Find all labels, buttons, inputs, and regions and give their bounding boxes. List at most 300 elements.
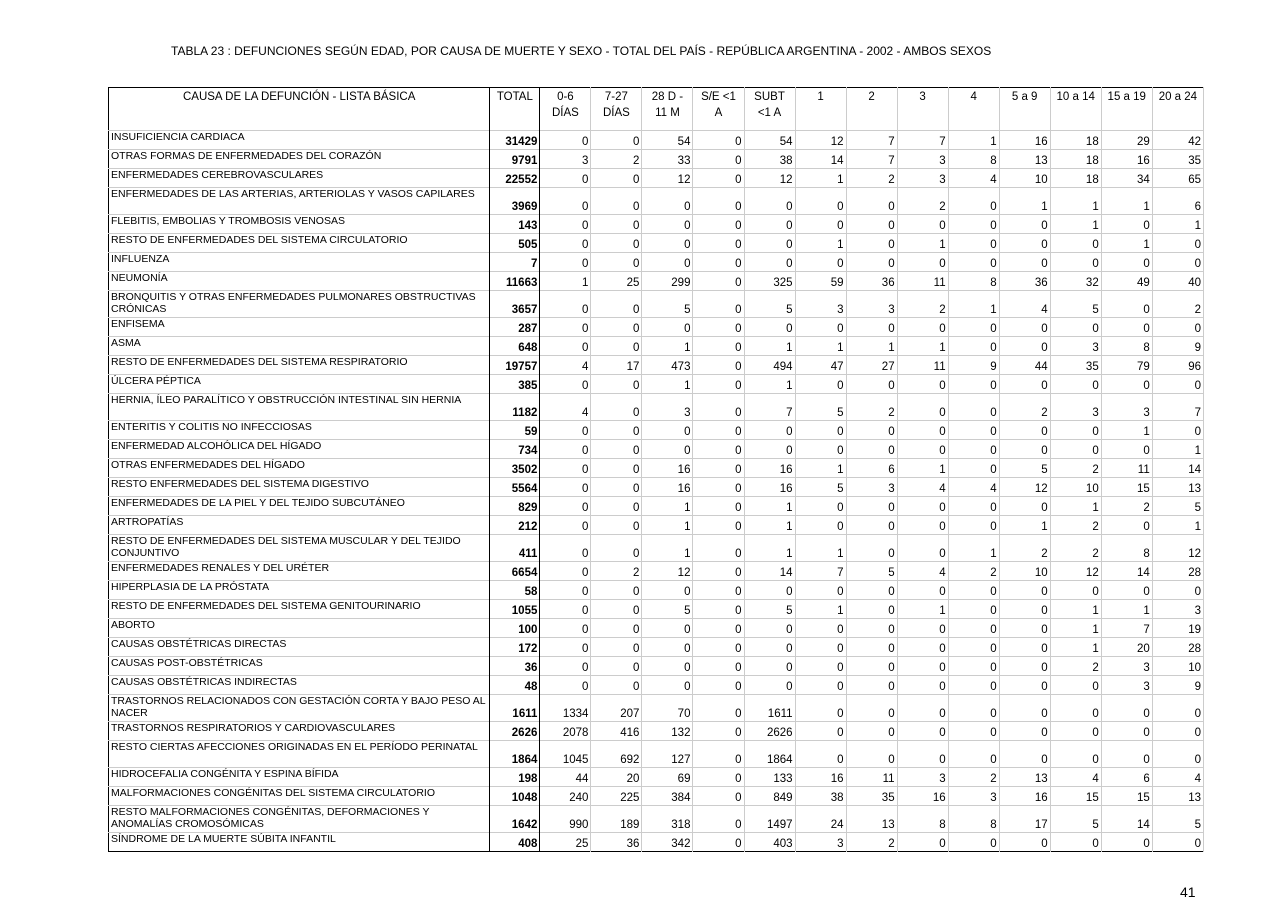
value-cell: 0 bbox=[1101, 375, 1152, 394]
value-cell: 2 bbox=[591, 150, 642, 169]
value-cell: 0 bbox=[591, 169, 642, 188]
value-cell: 0 bbox=[693, 478, 744, 497]
value-cell: 8 bbox=[948, 272, 999, 291]
value-cell: 12 bbox=[1152, 535, 1203, 562]
header-line: SUBT bbox=[754, 91, 785, 103]
value-cell: 1 bbox=[1050, 188, 1101, 215]
cause-cell: TRASTORNOS RELACIONADOS CON GESTACIÓN CORTA Y BAJO PESO AL NACER bbox=[109, 695, 490, 722]
value-cell: 5 bbox=[999, 459, 1050, 478]
value-cell: 2 bbox=[948, 768, 999, 787]
value-cell: 38 bbox=[795, 787, 846, 806]
table-row bbox=[109, 459, 1204, 478]
table-row bbox=[109, 741, 1204, 768]
value-cell: 4 bbox=[948, 478, 999, 497]
table-row bbox=[109, 657, 1204, 676]
header-line: 10 a 14 bbox=[1056, 91, 1095, 103]
value-cell: 0 bbox=[540, 638, 591, 657]
value-cell: 0 bbox=[948, 516, 999, 535]
value-cell: 3 bbox=[1050, 394, 1101, 421]
value-cell: 7 bbox=[1101, 619, 1152, 638]
value-cell: 0 bbox=[999, 234, 1050, 253]
value-cell: 0 bbox=[999, 638, 1050, 657]
value-cell: 0 bbox=[540, 676, 591, 695]
value-cell: 18 bbox=[1050, 169, 1101, 188]
total-cell: 36 bbox=[490, 657, 540, 676]
value-cell: 0 bbox=[744, 619, 795, 638]
value-cell: 990 bbox=[540, 806, 591, 833]
header-line: 2 bbox=[868, 91, 875, 103]
value-cell: 14 bbox=[1152, 459, 1203, 478]
value-cell: 7 bbox=[846, 131, 897, 150]
value-cell: 0 bbox=[846, 440, 897, 459]
value-cell: 1 bbox=[897, 600, 948, 619]
value-cell: 0 bbox=[540, 234, 591, 253]
value-cell: 16 bbox=[744, 478, 795, 497]
header-age-2 bbox=[540, 88, 591, 131]
value-cell: 0 bbox=[642, 188, 693, 215]
total-cell: 1055 bbox=[490, 600, 540, 619]
value-cell: 0 bbox=[744, 318, 795, 337]
value-cell: 0 bbox=[1050, 421, 1101, 440]
value-cell: 5 bbox=[1152, 497, 1203, 516]
value-cell: 2 bbox=[897, 291, 948, 318]
table-row bbox=[109, 188, 1204, 215]
table-row bbox=[109, 562, 1204, 581]
value-cell: 0 bbox=[1101, 253, 1152, 272]
total-cell: 1642 bbox=[490, 806, 540, 833]
value-cell: 0 bbox=[846, 234, 897, 253]
value-cell: 0 bbox=[999, 253, 1050, 272]
value-cell: 0 bbox=[795, 440, 846, 459]
value-cell: 0 bbox=[1101, 440, 1152, 459]
value-cell: 692 bbox=[591, 741, 642, 768]
value-cell: 325 bbox=[744, 272, 795, 291]
value-cell: 5 bbox=[744, 600, 795, 619]
value-cell: 0 bbox=[591, 459, 642, 478]
value-cell: 2 bbox=[948, 562, 999, 581]
value-cell: 10 bbox=[999, 169, 1050, 188]
total-cell: 1048 bbox=[490, 787, 540, 806]
value-cell: 2 bbox=[897, 188, 948, 215]
value-cell: 0 bbox=[897, 676, 948, 695]
value-cell: 1 bbox=[999, 516, 1050, 535]
value-cell: 0 bbox=[693, 695, 744, 722]
table-row bbox=[109, 169, 1204, 188]
value-cell: 0 bbox=[1050, 695, 1101, 722]
value-cell: 69 bbox=[642, 768, 693, 787]
value-cell: 11 bbox=[897, 272, 948, 291]
value-cell: 0 bbox=[693, 375, 744, 394]
value-cell: 0 bbox=[999, 676, 1050, 695]
cause-cell: ENFERMEDADES CEREBROVASCULARES bbox=[109, 169, 490, 188]
value-cell: 4 bbox=[897, 562, 948, 581]
value-cell: 0 bbox=[795, 188, 846, 215]
value-cell: 6 bbox=[1152, 188, 1203, 215]
value-cell: 1 bbox=[1050, 638, 1101, 657]
value-cell: 0 bbox=[1101, 215, 1152, 234]
value-cell: 0 bbox=[999, 833, 1050, 852]
cause-cell: ENFERMEDAD ALCOHÓLICA DEL HÍGADO bbox=[109, 440, 490, 459]
value-cell: 2 bbox=[1101, 497, 1152, 516]
value-cell: 0 bbox=[693, 131, 744, 150]
value-cell: 14 bbox=[795, 150, 846, 169]
value-cell: 0 bbox=[693, 722, 744, 741]
table-row bbox=[109, 497, 1204, 516]
value-cell: 1 bbox=[897, 234, 948, 253]
value-cell: 36 bbox=[999, 272, 1050, 291]
value-cell: 7 bbox=[1152, 394, 1203, 421]
value-cell: 16 bbox=[1101, 150, 1152, 169]
value-cell: 0 bbox=[642, 638, 693, 657]
value-cell: 18 bbox=[1050, 131, 1101, 150]
value-cell: 3 bbox=[897, 169, 948, 188]
value-cell: 54 bbox=[744, 131, 795, 150]
header-cause bbox=[109, 88, 490, 131]
table-row bbox=[109, 234, 1204, 253]
total-cell: 172 bbox=[490, 638, 540, 657]
value-cell: 1334 bbox=[540, 695, 591, 722]
total-cell: 58 bbox=[490, 581, 540, 600]
total-cell: 59 bbox=[490, 421, 540, 440]
value-cell: 0 bbox=[693, 440, 744, 459]
value-cell: 0 bbox=[795, 375, 846, 394]
value-cell: 17 bbox=[591, 356, 642, 375]
value-cell: 0 bbox=[948, 638, 999, 657]
value-cell: 38 bbox=[744, 150, 795, 169]
value-cell: 2 bbox=[999, 535, 1050, 562]
value-cell: 0 bbox=[795, 318, 846, 337]
value-cell: 0 bbox=[591, 516, 642, 535]
value-cell: 8 bbox=[948, 150, 999, 169]
value-cell: 0 bbox=[948, 318, 999, 337]
value-cell: 0 bbox=[591, 394, 642, 421]
value-cell: 0 bbox=[1152, 833, 1203, 852]
value-cell: 9 bbox=[1152, 676, 1203, 695]
value-cell: 1 bbox=[1152, 215, 1203, 234]
mortality-table bbox=[108, 87, 1204, 852]
value-cell: 0 bbox=[897, 695, 948, 722]
value-cell: 0 bbox=[642, 215, 693, 234]
value-cell: 0 bbox=[591, 619, 642, 638]
value-cell: 5 bbox=[846, 562, 897, 581]
cause-cell: ENFISEMA bbox=[109, 318, 490, 337]
table-row bbox=[109, 150, 1204, 169]
value-cell: 225 bbox=[591, 787, 642, 806]
value-cell: 0 bbox=[693, 459, 744, 478]
value-cell: 1864 bbox=[744, 741, 795, 768]
value-cell: 4 bbox=[1152, 768, 1203, 787]
value-cell: 0 bbox=[795, 497, 846, 516]
table-row bbox=[109, 676, 1204, 695]
header-age-13 bbox=[1101, 88, 1152, 131]
value-cell: 0 bbox=[540, 188, 591, 215]
value-cell: 0 bbox=[897, 318, 948, 337]
value-cell: 0 bbox=[540, 375, 591, 394]
value-cell: 0 bbox=[1050, 722, 1101, 741]
value-cell: 0 bbox=[846, 722, 897, 741]
value-cell: 18 bbox=[1050, 150, 1101, 169]
value-cell: 35 bbox=[846, 787, 897, 806]
value-cell: 1 bbox=[744, 535, 795, 562]
value-cell: 0 bbox=[591, 638, 642, 657]
value-cell: 299 bbox=[642, 272, 693, 291]
value-cell: 16 bbox=[999, 787, 1050, 806]
value-cell: 0 bbox=[540, 600, 591, 619]
value-cell: 0 bbox=[948, 394, 999, 421]
value-cell: 0 bbox=[693, 676, 744, 695]
value-cell: 3 bbox=[897, 768, 948, 787]
value-cell: 0 bbox=[897, 516, 948, 535]
table-row bbox=[109, 394, 1204, 421]
value-cell: 3 bbox=[948, 787, 999, 806]
value-cell: 1611 bbox=[744, 695, 795, 722]
value-cell: 0 bbox=[693, 657, 744, 676]
value-cell: 189 bbox=[591, 806, 642, 833]
table-row bbox=[109, 215, 1204, 234]
value-cell: 8 bbox=[1101, 337, 1152, 356]
header-line: DÍAS bbox=[603, 107, 630, 119]
cause-cell: RESTO DE ENFERMEDADES DEL SISTEMA GENITOURINARIO bbox=[109, 600, 490, 619]
value-cell: 0 bbox=[999, 581, 1050, 600]
value-cell: 0 bbox=[948, 375, 999, 394]
value-cell: 0 bbox=[591, 676, 642, 695]
value-cell: 32 bbox=[1050, 272, 1101, 291]
value-cell: 1 bbox=[897, 459, 948, 478]
value-cell: 0 bbox=[693, 581, 744, 600]
value-cell: 0 bbox=[693, 497, 744, 516]
value-cell: 0 bbox=[591, 581, 642, 600]
header-age-10 bbox=[948, 88, 999, 131]
value-cell: 3 bbox=[897, 150, 948, 169]
total-cell: 100 bbox=[490, 619, 540, 638]
value-cell: 3 bbox=[846, 291, 897, 318]
value-cell: 0 bbox=[540, 318, 591, 337]
value-cell: 3 bbox=[846, 478, 897, 497]
value-cell: 0 bbox=[846, 421, 897, 440]
total-cell: 11663 bbox=[490, 272, 540, 291]
value-cell: 5 bbox=[1050, 806, 1101, 833]
value-cell: 0 bbox=[642, 619, 693, 638]
value-cell: 2 bbox=[999, 394, 1050, 421]
value-cell: 0 bbox=[846, 619, 897, 638]
value-cell: 0 bbox=[1050, 440, 1101, 459]
value-cell: 0 bbox=[1101, 741, 1152, 768]
header-age-6 bbox=[744, 88, 795, 131]
value-cell: 2078 bbox=[540, 722, 591, 741]
total-cell: 1611 bbox=[490, 695, 540, 722]
value-cell: 0 bbox=[540, 215, 591, 234]
value-cell: 0 bbox=[591, 188, 642, 215]
value-cell: 1 bbox=[846, 337, 897, 356]
table-row bbox=[109, 722, 1204, 741]
value-cell: 0 bbox=[744, 421, 795, 440]
value-cell: 12 bbox=[999, 478, 1050, 497]
value-cell: 0 bbox=[1152, 421, 1203, 440]
value-cell: 0 bbox=[591, 375, 642, 394]
value-cell: 7 bbox=[795, 562, 846, 581]
value-cell: 65 bbox=[1152, 169, 1203, 188]
total-cell: 19757 bbox=[490, 356, 540, 375]
total-cell: 408 bbox=[490, 833, 540, 852]
value-cell: 0 bbox=[1152, 375, 1203, 394]
value-cell: 4 bbox=[897, 478, 948, 497]
value-cell: 0 bbox=[999, 722, 1050, 741]
value-cell: 494 bbox=[744, 356, 795, 375]
value-cell: 240 bbox=[540, 787, 591, 806]
table-row bbox=[109, 787, 1204, 806]
value-cell: 1 bbox=[1050, 497, 1101, 516]
value-cell: 1 bbox=[1101, 600, 1152, 619]
value-cell: 318 bbox=[642, 806, 693, 833]
value-cell: 13 bbox=[999, 150, 1050, 169]
value-cell: 14 bbox=[1101, 562, 1152, 581]
total-cell: 5564 bbox=[490, 478, 540, 497]
value-cell: 133 bbox=[744, 768, 795, 787]
value-cell: 8 bbox=[1101, 535, 1152, 562]
cause-cell: SÍNDROME DE LA MUERTE SÚBITA INFANTIL bbox=[109, 833, 490, 852]
cause-cell: OTRAS ENFERMEDADES DEL HÍGADO bbox=[109, 459, 490, 478]
header-age-5 bbox=[693, 88, 744, 131]
value-cell: 0 bbox=[693, 619, 744, 638]
value-cell: 28 bbox=[1152, 562, 1203, 581]
cause-cell: INFLUENZA bbox=[109, 253, 490, 272]
value-cell: 1 bbox=[897, 337, 948, 356]
cause-cell: NEUMONÍA bbox=[109, 272, 490, 291]
value-cell: 0 bbox=[795, 215, 846, 234]
total-cell: 287 bbox=[490, 318, 540, 337]
value-cell: 0 bbox=[540, 337, 591, 356]
value-cell: 4 bbox=[999, 291, 1050, 318]
value-cell: 0 bbox=[693, 394, 744, 421]
value-cell: 1 bbox=[795, 459, 846, 478]
value-cell: 1 bbox=[642, 337, 693, 356]
header-line: 28 D - bbox=[651, 91, 684, 103]
value-cell: 2 bbox=[1050, 657, 1101, 676]
value-cell: 12 bbox=[642, 562, 693, 581]
header-line: 11 M bbox=[655, 107, 680, 119]
value-cell: 0 bbox=[642, 253, 693, 272]
value-cell: 16 bbox=[642, 478, 693, 497]
value-cell: 0 bbox=[744, 215, 795, 234]
value-cell: 15 bbox=[1101, 478, 1152, 497]
value-cell: 47 bbox=[795, 356, 846, 375]
value-cell: 1 bbox=[642, 497, 693, 516]
value-cell: 0 bbox=[591, 478, 642, 497]
value-cell: 0 bbox=[846, 638, 897, 657]
header-line: 0-6 bbox=[557, 91, 574, 103]
total-cell: 22552 bbox=[490, 169, 540, 188]
value-cell: 0 bbox=[897, 619, 948, 638]
value-cell: 0 bbox=[897, 833, 948, 852]
value-cell: 0 bbox=[540, 291, 591, 318]
value-cell: 1 bbox=[744, 375, 795, 394]
value-cell: 0 bbox=[846, 600, 897, 619]
value-cell: 1 bbox=[795, 337, 846, 356]
value-cell: 0 bbox=[999, 600, 1050, 619]
value-cell: 0 bbox=[693, 169, 744, 188]
value-cell: 0 bbox=[693, 356, 744, 375]
value-cell: 0 bbox=[897, 497, 948, 516]
value-cell: 0 bbox=[795, 581, 846, 600]
table-row bbox=[109, 421, 1204, 440]
value-cell: 1 bbox=[1101, 234, 1152, 253]
value-cell: 0 bbox=[948, 421, 999, 440]
value-cell: 0 bbox=[693, 291, 744, 318]
value-cell: 17 bbox=[999, 806, 1050, 833]
value-cell: 0 bbox=[999, 375, 1050, 394]
value-cell: 13 bbox=[999, 768, 1050, 787]
value-cell: 0 bbox=[642, 676, 693, 695]
cause-cell: CAUSAS POST-OBSTÉTRICAS bbox=[109, 657, 490, 676]
value-cell: 0 bbox=[540, 516, 591, 535]
value-cell: 0 bbox=[846, 676, 897, 695]
value-cell: 0 bbox=[1152, 234, 1203, 253]
value-cell: 342 bbox=[642, 833, 693, 852]
value-cell: 9 bbox=[1152, 337, 1203, 356]
value-cell: 0 bbox=[693, 516, 744, 535]
value-cell: 12 bbox=[1050, 562, 1101, 581]
value-cell: 6 bbox=[1101, 768, 1152, 787]
value-cell: 0 bbox=[999, 741, 1050, 768]
total-cell: 198 bbox=[490, 768, 540, 787]
value-cell: 0 bbox=[1152, 581, 1203, 600]
value-cell: 0 bbox=[591, 318, 642, 337]
value-cell: 0 bbox=[795, 657, 846, 676]
value-cell: 0 bbox=[744, 188, 795, 215]
value-cell: 0 bbox=[948, 833, 999, 852]
value-cell: 0 bbox=[744, 581, 795, 600]
value-cell: 1 bbox=[744, 337, 795, 356]
value-cell: 8 bbox=[948, 806, 999, 833]
value-cell: 0 bbox=[846, 375, 897, 394]
value-cell: 25 bbox=[540, 833, 591, 852]
value-cell: 4 bbox=[540, 394, 591, 421]
value-cell: 0 bbox=[744, 657, 795, 676]
value-cell: 1 bbox=[642, 516, 693, 535]
value-cell: 0 bbox=[948, 676, 999, 695]
value-cell: 0 bbox=[693, 272, 744, 291]
value-cell: 0 bbox=[1050, 833, 1101, 852]
cause-cell: RESTO DE ENFERMEDADES DEL SISTEMA CIRCULATORIO bbox=[109, 234, 490, 253]
value-cell: 0 bbox=[591, 421, 642, 440]
value-cell: 127 bbox=[642, 741, 693, 768]
value-cell: 0 bbox=[642, 421, 693, 440]
value-cell: 12 bbox=[795, 131, 846, 150]
value-cell: 0 bbox=[999, 215, 1050, 234]
total-cell: 505 bbox=[490, 234, 540, 253]
value-cell: 0 bbox=[795, 722, 846, 741]
cause-cell: RESTO DE ENFERMEDADES DEL SISTEMA RESPIRATORIO bbox=[109, 356, 490, 375]
cause-cell: HERNIA, ÍLEO PARALÍTICO Y OBSTRUCCIÓN INTESTINAL SIN HERNIA bbox=[109, 394, 490, 421]
value-cell: 0 bbox=[693, 562, 744, 581]
value-cell: 2 bbox=[846, 394, 897, 421]
value-cell: 3 bbox=[1152, 600, 1203, 619]
header-age-12 bbox=[1050, 88, 1101, 131]
value-cell: 0 bbox=[591, 497, 642, 516]
value-cell: 0 bbox=[1050, 234, 1101, 253]
cause-cell: OTRAS FORMAS DE ENFERMEDADES DEL CORAZÓN bbox=[109, 150, 490, 169]
value-cell: 13 bbox=[846, 806, 897, 833]
value-cell: 0 bbox=[795, 516, 846, 535]
value-cell: 0 bbox=[642, 440, 693, 459]
value-cell: 0 bbox=[846, 741, 897, 768]
value-cell: 0 bbox=[1152, 741, 1203, 768]
total-cell: 1182 bbox=[490, 394, 540, 421]
header-row bbox=[109, 88, 1204, 131]
value-cell: 16 bbox=[795, 768, 846, 787]
value-cell: 0 bbox=[999, 440, 1050, 459]
table-row bbox=[109, 291, 1204, 318]
